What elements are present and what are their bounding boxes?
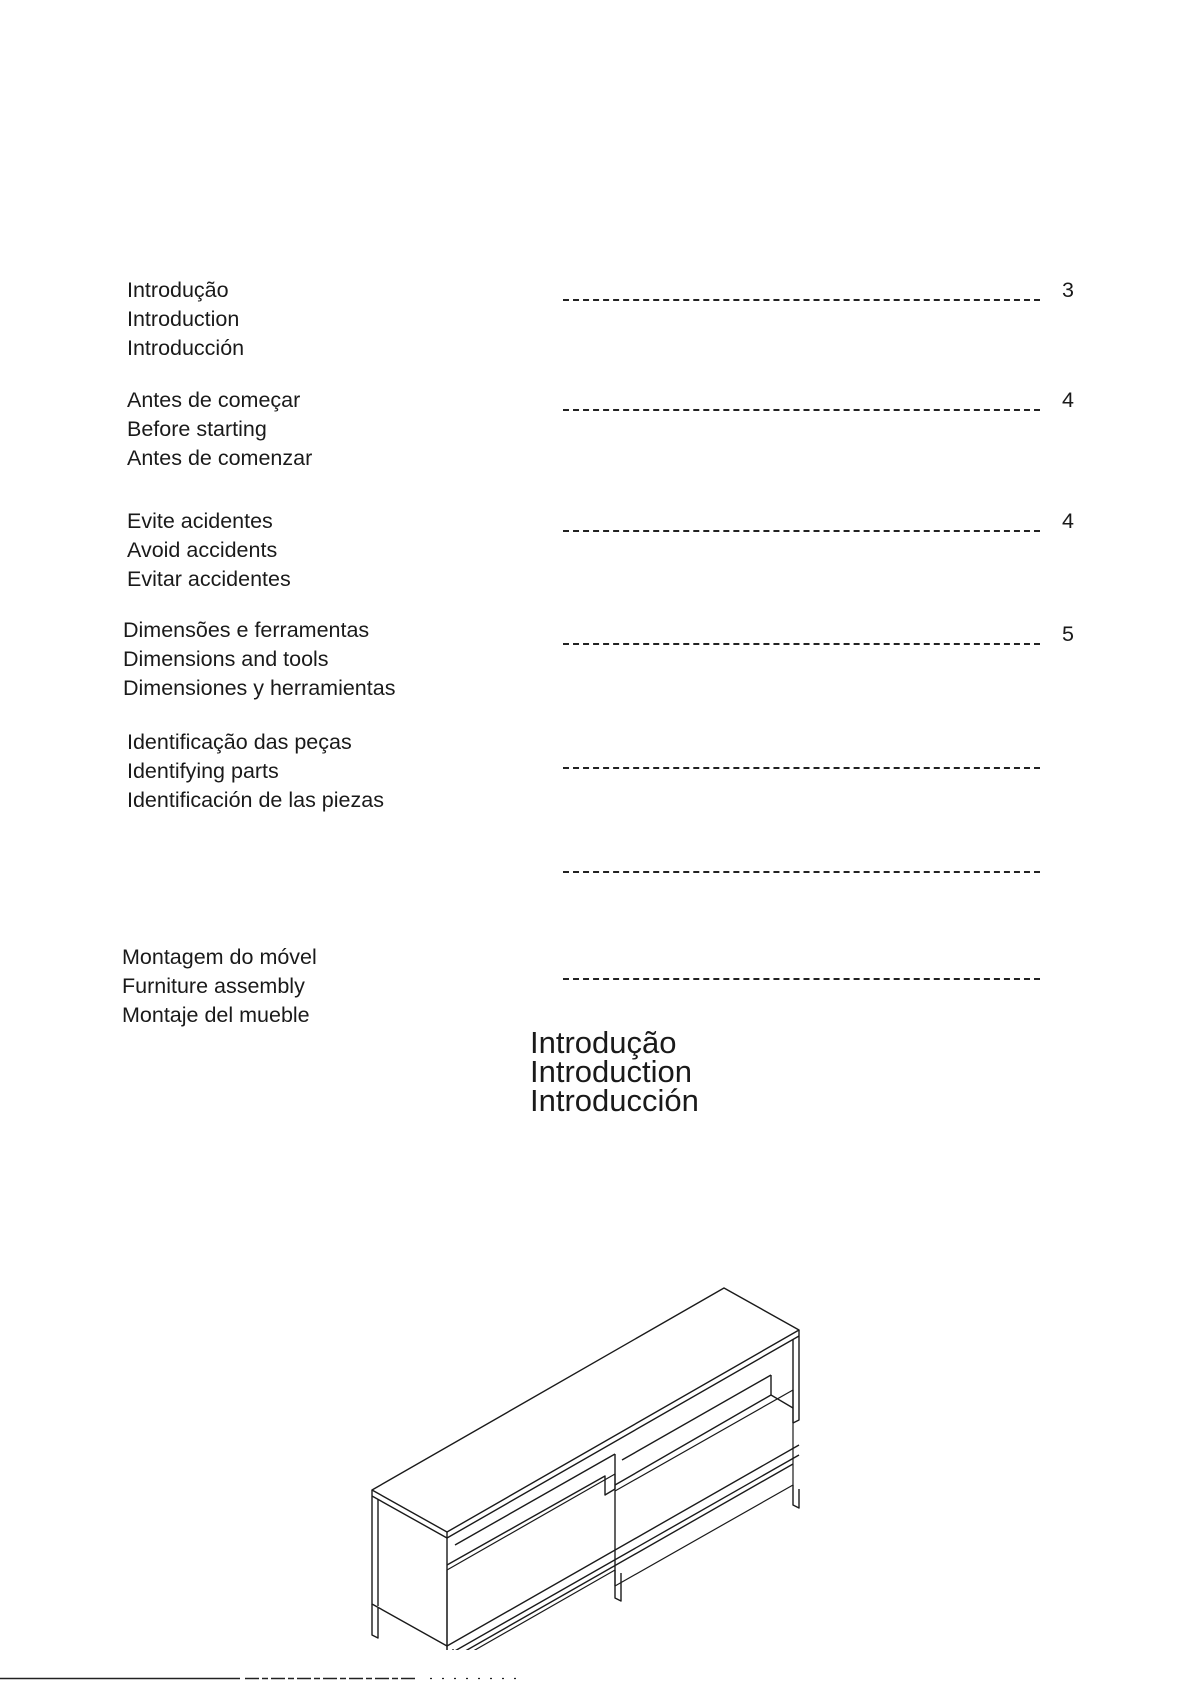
- toc-entry-line-pt: Montagem do móvel: [122, 945, 317, 969]
- toc-entry-line-pt: Evite acidentes: [127, 509, 273, 533]
- toc-entry-line-es: Antes de comenzar: [127, 446, 313, 470]
- tv-stand-illustration: [360, 1280, 820, 1650]
- drawer-left: [447, 1474, 615, 1650]
- shelf-back: [455, 1454, 615, 1545]
- toc-entry-line-pt: Dimensões e ferramentas: [123, 618, 370, 642]
- toc-entry-line-en: Dimensions and tools: [123, 647, 329, 671]
- toc-leader-dots: [563, 409, 1040, 411]
- drawer-right: [615, 1390, 793, 1586]
- front-bottom-edge: [447, 1445, 799, 1646]
- leg-back-right: [793, 1485, 799, 1508]
- right-side-panel: [793, 1336, 799, 1423]
- base-rail: [453, 1464, 793, 1650]
- toc-leader-dots: [563, 767, 1040, 769]
- scan-artifact-line: [0, 1677, 520, 1680]
- toc-entry-dimensions-and-tools[interactable]: [123, 616, 395, 703]
- toc-leader-dots: [563, 978, 1040, 980]
- heading-line-es: Introducción: [530, 1083, 699, 1118]
- toc-page-number: 5: [1062, 622, 1074, 646]
- toc-entry-line-es: Introducción: [127, 336, 245, 360]
- toc-page-number: 3: [1062, 278, 1074, 302]
- toc-leader-dots: [563, 299, 1040, 301]
- toc-leader-dots: [563, 643, 1040, 645]
- toc-entry-furniture-assembly[interactable]: [122, 943, 317, 1030]
- toc-entry-avoid-accidents[interactable]: [127, 507, 291, 594]
- toc-entry-line-es: Identificación de las piezas: [127, 788, 384, 812]
- toc-entry-line-es: Montaje del mueble: [122, 1003, 310, 1027]
- toc-entry-line-pt: Identificação das peças: [127, 730, 352, 754]
- toc-leader-dots: [563, 871, 1040, 873]
- toc-entry-line-en: Furniture assembly: [122, 974, 305, 998]
- toc-entry-line-es: Evitar accidentes: [127, 567, 291, 591]
- toc-entry-line-en: Introduction: [127, 307, 240, 331]
- section-heading-introduction: [530, 1025, 699, 1118]
- shelf-back: [622, 1375, 771, 1460]
- toc-entry-line-en: Before starting: [127, 417, 267, 441]
- toc-entry-introduction[interactable]: [127, 276, 244, 363]
- leg-front-left: [372, 1604, 378, 1638]
- leg-front-center: [447, 1646, 453, 1650]
- heading-line-pt: Introdução: [530, 1025, 677, 1060]
- toc-entry-line-pt: Introdução: [127, 278, 229, 302]
- toc-entry-line-en: Identifying parts: [127, 759, 279, 783]
- toc-page-number: 4: [1062, 388, 1074, 412]
- toc-leader-dots: [563, 530, 1040, 532]
- left-side-panel: [372, 1496, 447, 1646]
- toc-entry-line-es: Dimensiones y herramientas: [123, 676, 396, 700]
- toc-entry-line-pt: Antes de começar: [127, 388, 301, 412]
- toc-entry-identifying-parts[interactable]: [127, 728, 384, 815]
- top-surface: [372, 1288, 799, 1532]
- toc-entry-line-en: Avoid accidents: [127, 538, 278, 562]
- heading-line-en: Introduction: [530, 1054, 692, 1089]
- toc-entry-before-starting[interactable]: [127, 386, 312, 473]
- toc-page-number: 4: [1062, 509, 1074, 533]
